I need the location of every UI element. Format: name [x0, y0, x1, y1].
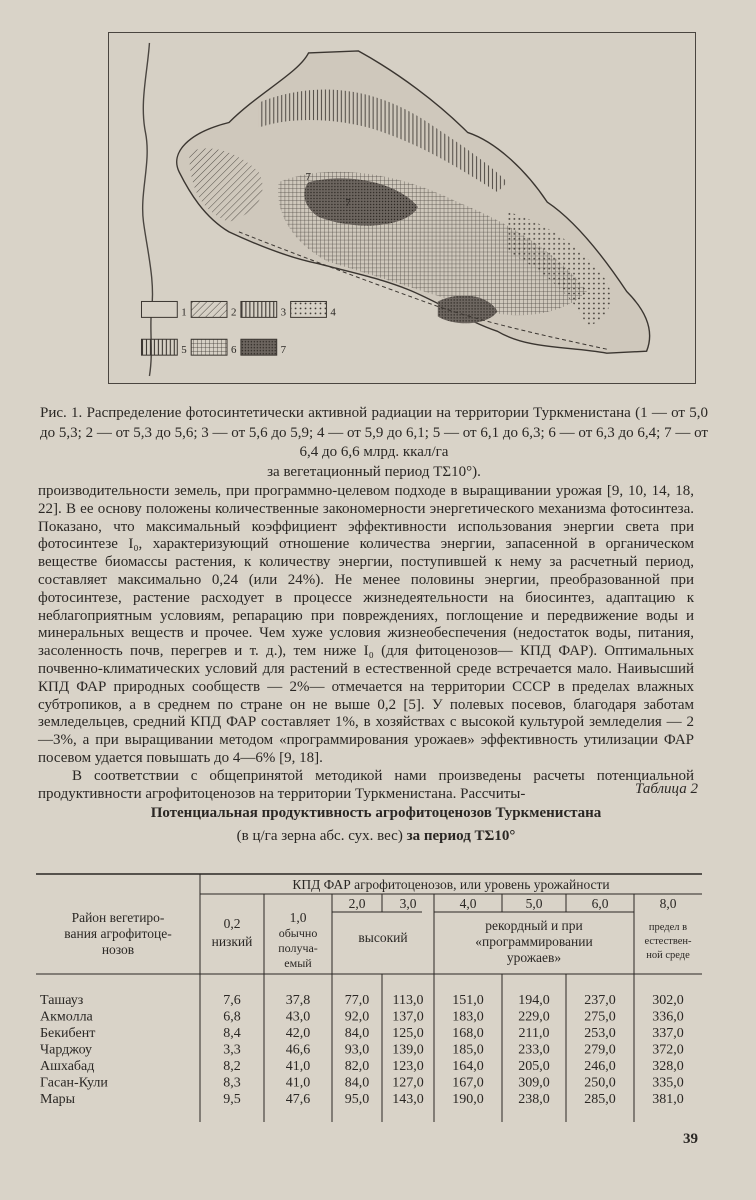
map-legend	[141, 301, 336, 356]
table-cell: 183,0	[452, 1009, 484, 1025]
legend-number: 7	[280, 344, 287, 357]
table-cell: 309,0	[518, 1075, 550, 1091]
table-row-name: Мары	[40, 1092, 76, 1107]
table-cell: 143,0	[392, 1092, 424, 1107]
group-label: рекордный и при	[485, 918, 583, 933]
map-label: 7	[305, 171, 312, 184]
table-cell: 42,0	[285, 1026, 311, 1041]
table-subtitle-units: (в ц/га зерна абс. сух. вес)	[236, 828, 403, 844]
table-cell: 41,0	[285, 1059, 311, 1074]
table-cell: 238,0	[518, 1092, 550, 1107]
table-cell: 285,0	[584, 1092, 616, 1107]
table-row-name: Ташауз	[40, 993, 84, 1008]
table-cell: 47,6	[285, 1092, 311, 1107]
caption-line: 5,9 до 6,1; 5 — от 6,1 до 6,3; 6 — от 6,3 до 6,4; 7 — от 6,4 до 6,6 млрд. ккал/га	[299, 424, 708, 460]
legend-number: 3	[280, 306, 287, 319]
group-label: урожаев»	[506, 950, 562, 965]
table-cell: 95,0	[344, 1092, 370, 1107]
col-value: 1,0	[289, 910, 307, 925]
table-cell: 279,0	[584, 1042, 616, 1058]
table-cell: 8,2	[223, 1059, 241, 1074]
table-cell: 336,0	[652, 1009, 684, 1025]
group-label: получа-	[278, 941, 318, 955]
table-cell: 185,0	[452, 1042, 484, 1058]
table-cell: 372,0	[652, 1042, 684, 1058]
col-value: 3,0	[399, 896, 417, 911]
table-cell: 46,6	[285, 1042, 311, 1058]
group-label: емый	[284, 956, 312, 970]
table-cell: 164,0	[452, 1059, 484, 1074]
table-cell: 92,0	[344, 1009, 370, 1025]
turkmenistan-map	[109, 33, 695, 383]
legend-number: 4	[330, 306, 336, 319]
group-label: «программировании	[475, 934, 593, 949]
caption-line: за вегетационный период TΣ10°).	[267, 463, 481, 480]
group-label: низкий	[211, 934, 253, 949]
table-cell: 205,0	[518, 1059, 550, 1074]
table-cell: 3,3	[223, 1042, 241, 1058]
table-cell: 41,0	[285, 1075, 311, 1091]
table-cell: 302,0	[652, 993, 684, 1008]
group-label: ной среде	[646, 950, 690, 961]
table-cell: 253,0	[584, 1026, 616, 1041]
table-cell: 190,0	[452, 1092, 484, 1107]
paragraph: производительности земель, при программно-целевом подходе в выращивании урожая [9, 10, 14, 18, 22]. В ее основу положены количественные закономерности энергетического механизма фотосинтеза. Показано, что максимальный коэффициент эффективности использования энергии света при фотосинтезе I₀, характеризующий отношение количества энергии, запасенной в органическом веществе биомассы растения, к количеству энергии, поступившей к нему за расчетный период, составляет максимально 0,24 (или 24%). Не менее половины энергии, преобразованной при фотосинтезе, растение расходует в процессе жизнедеятельности на биосинтез, адаптацию к неблагоприятным условиям, репарацию при повреждениях, поглощение и передвижение воды и минеральных веществ и прочее. Чем хуже условия жизнеобеспечения (недостаток воды, питания, засоленность почв, перегрев и т. д.), тем ниже I₀ (для фитоценозов— КПД ФАР). Оптимальных почвенно-климатических условий для растений в естественной среде встречается мало. Наивысший КПД ФАР природных сообществ — 2%— отмечается на территории СССР в пределах влажных субтропиков, а в среднем по стране он не выше 0,2 [5]. У полевых посевов, благодаря заботам земледельцев, средний КПД ФАР составляет 1%, в хозяйствах с высокой культурой земледелия — 2—3%, а при выращивании методом «программирования урожаев» эффективность утилизации ФАР посевом удается повышать до 4—6% [9, 18].	[38, 483, 694, 766]
row-header-line: вания агрофитоце-	[64, 926, 172, 941]
table-cell: 211,0	[518, 1026, 550, 1041]
table-subtitle-period: за период TΣ10°	[406, 828, 516, 844]
table-cell: 139,0	[392, 1042, 424, 1058]
table-label: Таблица 2	[635, 781, 698, 797]
productivity-table	[36, 872, 702, 1127]
map-figure	[108, 32, 696, 384]
col-value: 5,0	[525, 896, 543, 911]
table-cell: 328,0	[652, 1059, 684, 1074]
map-label: 7	[345, 197, 351, 210]
group-label: предел в	[648, 922, 688, 933]
table-cell: 125,0	[392, 1026, 424, 1041]
paragraph: В соответствии с общепринятой методикой нами произведены расчеты потенциальной продуктивности агрофитоценозов на территории Туркменистана. Рассчиты-	[38, 767, 694, 802]
table-cell: 84,0	[344, 1075, 370, 1091]
table-cell: 151,0	[452, 993, 484, 1008]
legend-number: 1	[181, 306, 187, 319]
table-cell: 82,0	[344, 1059, 370, 1074]
table-cell: 137,0	[392, 1009, 424, 1025]
group-label: обычно	[278, 926, 318, 940]
row-header-line: нозов	[101, 942, 135, 957]
table-cell: 43,0	[285, 1009, 311, 1025]
table-cell: 337,0	[652, 1026, 684, 1041]
table-cell: 250,0	[584, 1075, 616, 1091]
table-cell: 127,0	[392, 1075, 424, 1091]
legend-number: 5	[181, 344, 187, 357]
table-cell: 8,3	[223, 1075, 241, 1091]
group-label: естествен-	[644, 936, 692, 947]
table-cell: 123,0	[392, 1059, 424, 1074]
table-row-name: Чарджоу	[40, 1042, 93, 1058]
table-cell: 6,8	[223, 1009, 241, 1025]
table-cell: 194,0	[518, 993, 550, 1008]
table-subtitle	[40, 826, 712, 846]
table-cell: 77,0	[344, 993, 370, 1008]
table-cell: 381,0	[652, 1092, 684, 1107]
col-value: 8,0	[659, 896, 677, 911]
table-cell: 7,6	[223, 993, 241, 1008]
table-row-name: Бекибент	[40, 1026, 96, 1041]
body-text	[38, 483, 694, 803]
figure-caption	[40, 404, 708, 482]
table-cell: 93,0	[344, 1042, 370, 1058]
table-cell: 8,4	[223, 1026, 241, 1041]
legend-number: 6	[230, 344, 237, 357]
table-cell: 168,0	[452, 1026, 484, 1041]
table-cell: 167,0	[452, 1075, 484, 1091]
page-number: 39	[683, 1131, 698, 1147]
table-row-name: Акмолла	[40, 1009, 93, 1025]
table-cell: 229,0	[518, 1009, 550, 1025]
table-cell: 233,0	[518, 1042, 550, 1058]
table-cell: 275,0	[584, 1009, 616, 1025]
col-value: 6,0	[591, 896, 609, 911]
group-label: высокий	[358, 930, 408, 945]
caption-line: Туркменистана (1 — от 5,0 до 5,3; 2 — от 5,3 до 5,6; 3 — от 5,6 до 5,9; 4 — от	[40, 405, 709, 441]
table-cell: 335,0	[652, 1075, 684, 1091]
table-body	[40, 993, 684, 1107]
table-cell: 84,0	[344, 1026, 370, 1041]
table-row-name: Ашхабад	[40, 1059, 95, 1074]
table-cell: 9,5	[223, 1092, 241, 1107]
table-cell: 237,0	[584, 993, 616, 1008]
table-title: Потенциальная продуктивность агрофитоценозов Туркменистана	[150, 805, 602, 821]
col-value: 0,2	[223, 916, 241, 931]
table-cell: 246,0	[584, 1059, 616, 1074]
table-header-main: КПД ФАР агрофитоценозов, или уровень урожайности	[292, 877, 610, 892]
caption-line: Рис. 1. Распределение фотосинтетически активной радиации на территории	[40, 405, 529, 421]
row-header-line: Район вегетиро-	[71, 910, 165, 925]
table-cell: 37,8	[285, 993, 311, 1008]
legend-number: 2	[230, 306, 237, 319]
col-value: 4,0	[459, 896, 477, 911]
table-cell: 113,0	[392, 993, 424, 1008]
table-row-name: Гасан-Кули	[40, 1075, 108, 1091]
col-value: 2,0	[348, 896, 366, 911]
